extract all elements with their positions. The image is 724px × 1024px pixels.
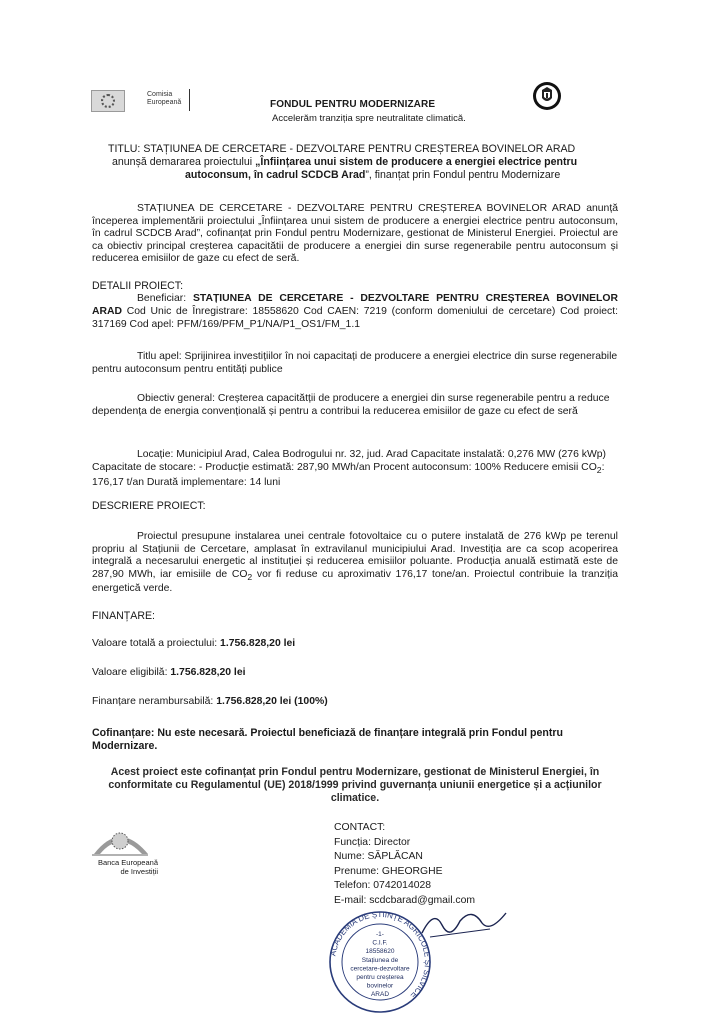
- stamp-center-line: Stațiunea de: [361, 956, 399, 964]
- ec-divider: [189, 89, 190, 111]
- stamp-center-line: pentru creșterea: [356, 974, 404, 981]
- beneficiary-block: [92, 293, 618, 331]
- fund-title: FONDUL PENTRU MODERNIZARE: [270, 99, 436, 110]
- title-announcement: [112, 156, 577, 168]
- stamp-ring-text: ACADEMIA DE ȘTIINȚE AGRICOLE ȘI SILVICE: [328, 910, 433, 1001]
- description-heading: DESCRIERE PROIECT:: [92, 500, 206, 512]
- total-label: Valoare totală a proiectului:: [92, 638, 221, 649]
- ec-flag-icon: [91, 90, 125, 112]
- project-name-part1: „Înființarea unui sistem de producere a energiei electrice pentru: [255, 156, 578, 168]
- total-value: [92, 638, 295, 649]
- description-part2: vor fi reduse cu aproximativ 176,17 tone/an. Proiectul contribuie la tranziția energetică verde.: [92, 568, 618, 595]
- ec-label: [147, 91, 181, 107]
- beneficiary-name: STAȚIUNEA DE CERCETARE - DEZVOLTARE PENTRU CREȘTEREA BOVINELOR ARAD: [92, 293, 618, 317]
- cofin-label: Cofinanțare:: [92, 727, 155, 739]
- bei-line2: de Investiții: [120, 867, 158, 876]
- location-text: Locație: Municipiul Arad, Calea Bodrogului nr. 32, jud. Arad Capacitate instalată: 0,276 MW (276 kWp) Capacitate de stocare: - Producție estimată: 287,90 MWh/an Procent autoconsum: 100% Reducere emisii CO: [92, 449, 606, 473]
- ec-label-line1: Comisia: [147, 91, 173, 98]
- location-block: [92, 449, 618, 489]
- grant-amount: 1.756.828,20 lei (100%): [216, 696, 328, 707]
- description-text: [92, 531, 618, 596]
- stamp-center-line: C.I.F.: [372, 939, 388, 947]
- co2-subscript: 2: [247, 571, 253, 582]
- title-announcement-cont: [185, 169, 560, 181]
- eligible-label: Valoare eligibilă:: [92, 667, 171, 678]
- description-part1: Proiectul presupune instalarea unei centrale fotovoltaice cu o putere instalată de 276 kWp pe terenul propriu al Stațiunii de Cercetare, amplasat în extravilanul municipiului Arad. Investiția are ca scop acoperirea integrală a necesarului energetic al instituției și reducerea emisiilor poluante. Producția anuală estimată este de 287,90 MWh, iar emisiile de CO: [92, 531, 618, 580]
- contact-block: [334, 821, 475, 908]
- contact-name: Nume: SĂPLĂCAN: [334, 851, 423, 862]
- intro-paragraph: STAȚIUNEA DE CERCETARE - DEZVOLTARE PENTRU CREȘTEREA BOVINELOR ARAD anunță începerea implementării proiectului „Înființarea unui sistem de producere a energiei electrice pentru autoconsum, în cadrul SCDCB Arad”, cofinanțat prin Fondul pentru Modernizare, gestionat de Ministerul Energiei. Proiectul are ca obiectiv principal creșterea capacitătii de producere a energiei din surse regenerabile pentru autoconsum și reducerea emisiilor de gaze cu efect de seră.: [92, 203, 618, 265]
- stamp-center-line: 18558620: [365, 948, 395, 956]
- call-title: Titlu apel: Sprijinirea investițiilor în noi capacitați de producere a energiei electrice din surse regenerabile pentru autoconsum pentru entități publice: [92, 351, 618, 375]
- title-suffix: ”, finanțat prin Fondul pentru Modernizare: [365, 169, 561, 181]
- title-line: TITLU: STAȚIUNEA DE CERCETARE - DEZVOLTARE PENTRU CREȘTEREA BOVINELOR ARAD: [108, 143, 576, 155]
- contact-surname: Prenume: GHEORGHE: [334, 865, 443, 877]
- beneficiary-label: Beneficiar:: [137, 293, 193, 304]
- fund-subtitle: Accelerăm tranziția spre neutralitate climatică.: [272, 113, 466, 124]
- eligible-value: [92, 667, 245, 678]
- co2-subscript: 2: [596, 464, 602, 475]
- government-crest-icon: [532, 81, 562, 111]
- bei-line1: Banca Europeană: [97, 858, 158, 867]
- details-heading: DETALII PROIECT:: [92, 280, 184, 292]
- stamp-center-line: bovinelor: [366, 982, 394, 990]
- financing-heading: FINANȚARE:: [92, 610, 155, 622]
- contact-email[interactable]: E-mail: scdcbarad@gmail.com: [334, 894, 476, 906]
- bei-label: [90, 858, 158, 876]
- beneficiary-codes: Cod Unic de Înregistrare: 18558620 Cod CAEN: 7219 (conform domeniului de cercetare) Cod proiect: 317169 Cod apel: PFM/169/PFM_P1/NA/P1_OS1/FM_1.1: [92, 305, 618, 330]
- contact-phone: Telefon: 0742014028: [334, 880, 432, 891]
- signature-icon: [420, 903, 510, 943]
- stamp-center-line: -1-: [376, 931, 384, 938]
- ec-label-line2: Europeană: [147, 99, 182, 106]
- grant-label: Finanțare nerambursabilă:: [92, 696, 217, 707]
- title-prefix: anunșă demararea proiectului: [112, 156, 256, 168]
- location-text-cont: : 176,17 t/an Durată implementare: 14 luni: [92, 461, 605, 488]
- footer-note: Acest proiect este cofinanțat prin Fondul pentru Modernizare, gestionat de Ministerul Energiei, în conformitate cu Regulamentul (UE) 2018/1999 privind guvernanța uniunii energetice și a acțiunilor climatice.: [108, 766, 602, 804]
- eligible-amount: 1.756.828,20 lei: [170, 667, 246, 678]
- general-objective: Obiectiv general: Creșterea capacitătții de producere a energiei din surse regenerabile pentru a reduce dependența de energia convențională și pentru a contribui la reducerea emisiilor de gaze cu efect de seră: [92, 393, 610, 417]
- contact-function: Funcția: Director: [334, 836, 411, 848]
- contact-heading: CONTACT:: [334, 822, 386, 833]
- bei-logo-icon: [90, 826, 150, 856]
- project-name-part2: autoconsum, în cadrul SCDCB Arad: [185, 169, 366, 181]
- grant-value: [92, 696, 328, 707]
- cofinancing: [92, 727, 618, 753]
- cofin-text: Nu este necesară. Proiectul beneficiază de finanțare integrală prin Fondul pentru Modernizare.: [92, 727, 563, 752]
- total-amount: 1.756.828,20 lei: [220, 638, 296, 649]
- stamp-center-line: cercetare-dezvoltare: [350, 965, 410, 973]
- stamp-center-line: ARAD: [370, 991, 390, 999]
